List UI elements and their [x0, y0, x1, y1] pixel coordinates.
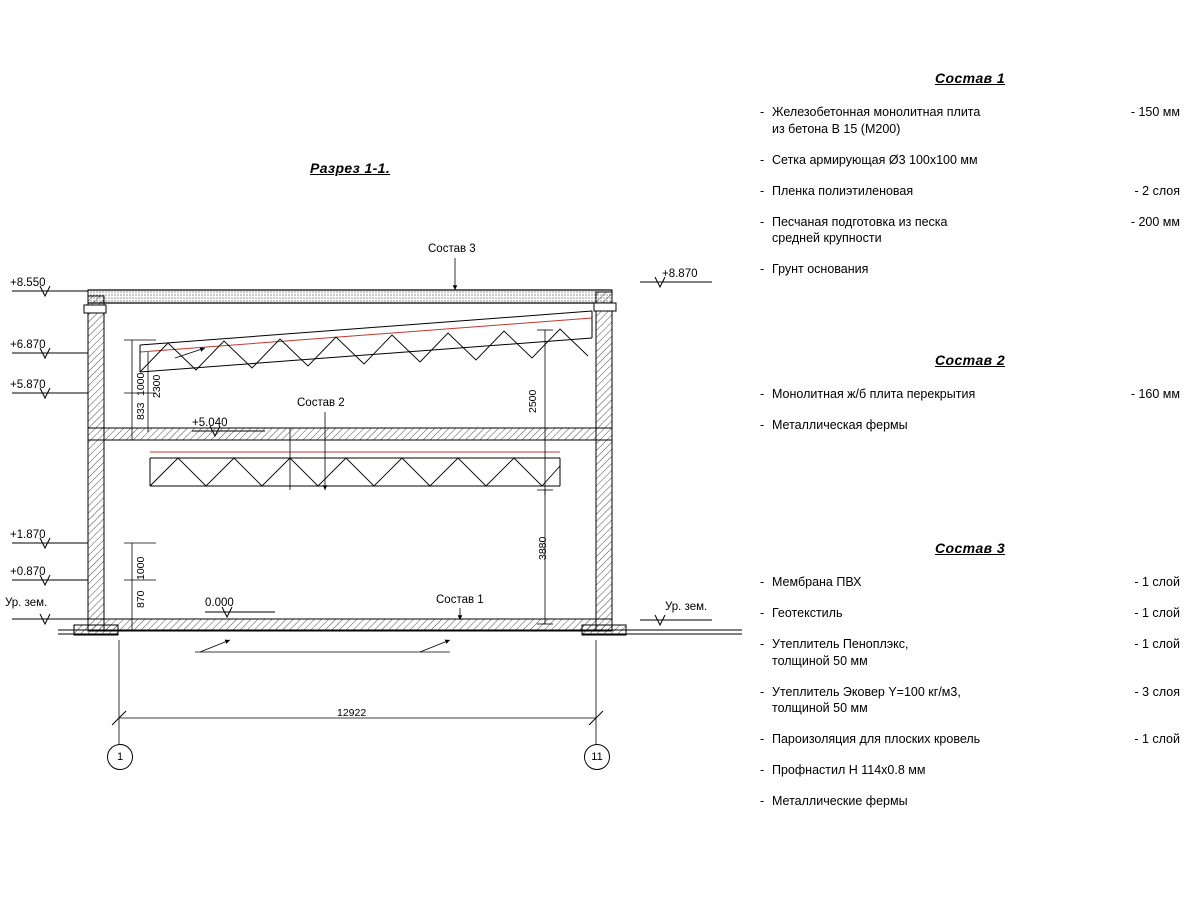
spec-block-2 — [760, 352, 1180, 448]
spec-row — [760, 214, 1180, 248]
spec-row-text — [760, 793, 908, 810]
level-0870: +0.870 — [10, 566, 46, 578]
spec-row-text — [760, 605, 842, 622]
level-6870: +6.870 — [10, 339, 46, 351]
spec-row-text — [760, 762, 925, 779]
spec-row-text — [760, 183, 913, 200]
bullet-dash-icon: - — [760, 605, 765, 620]
spec-block-3 — [760, 540, 1180, 824]
spec-2-title: Состав 2 — [934, 352, 1005, 368]
building-outline — [58, 290, 742, 635]
spec-row-value: - 1 слой — [1134, 605, 1180, 620]
bullet-dash-icon: - — [760, 575, 765, 589]
ground-level-left: Ур. зем. — [5, 597, 48, 609]
spec-row-value: - 160 мм — [1130, 387, 1180, 401]
overall-dimension — [112, 640, 603, 735]
bullet-dash-icon: - — [760, 417, 765, 432]
bullet-dash-icon: - — [760, 105, 765, 119]
spec-block-1 — [760, 70, 1180, 292]
spec-row-value: - 150 мм — [1130, 105, 1180, 119]
callout-leaders — [175, 258, 460, 652]
level-0000: 0.000 — [205, 597, 234, 609]
spec-row — [760, 574, 1180, 591]
spec-row-label: Сетка армирующая Ø3 100х100 мм — [772, 152, 978, 167]
dim-span-total: 12922 — [337, 707, 367, 719]
spec-row-label: Пароизоляция для плоских кровель — [772, 732, 981, 747]
spec-row — [760, 152, 1180, 169]
bullet-dash-icon: - — [760, 152, 765, 167]
spec-row-text — [760, 731, 980, 748]
spec-row-text — [760, 152, 978, 169]
bullet-dash-icon: - — [760, 684, 765, 699]
spec-row-text — [760, 386, 975, 403]
spec-row — [760, 386, 1180, 403]
spec-row-value: - 1 слой — [1134, 575, 1180, 589]
spec-row-text — [760, 214, 948, 248]
spec-row-text — [760, 636, 909, 670]
level-8870: +8.870 — [662, 268, 698, 280]
spec-row-value: - 1 слой — [1134, 636, 1180, 651]
spec-row-label: Песчаная подготовка из песка средней крупности — [772, 214, 948, 246]
sostav-2-callout: Состав 2 — [297, 397, 345, 409]
bullet-dash-icon: - — [760, 732, 765, 747]
spec-row — [760, 684, 1180, 718]
sostav-1-callout: Состав 1 — [436, 594, 484, 606]
bullet-dash-icon: - — [760, 387, 765, 401]
bullet-dash-icon: - — [760, 636, 765, 651]
bullet-dash-icon: - — [760, 214, 765, 229]
axis-mark-1: 1 — [107, 744, 133, 770]
spec-row-text — [760, 574, 861, 591]
spec-row-text — [760, 417, 908, 434]
spec-row-text — [760, 261, 868, 278]
spec-row — [760, 104, 1180, 138]
bullet-dash-icon: - — [760, 183, 765, 198]
spec-row-label: Грунт основания — [772, 262, 869, 277]
spec-row — [760, 731, 1180, 748]
dim-2300: 2300 — [151, 374, 163, 398]
spec-row-label: Мембрана ПВХ — [772, 575, 862, 589]
spec-row-label: Металлическая фермы — [772, 417, 908, 432]
level-5040: +5.040 — [192, 417, 228, 429]
spec-row — [760, 636, 1180, 670]
spec-row-label: Геотекстиль — [772, 605, 843, 620]
spec-row — [760, 793, 1180, 810]
bullet-dash-icon: - — [760, 763, 765, 778]
level-8550: +8.550 — [10, 277, 46, 289]
dim-1000-lower: 1000 — [135, 556, 147, 580]
axis-stems — [119, 735, 596, 744]
spec-row-label: Утеплитель Пеноплэкс, толщиной 50 мм — [772, 636, 909, 668]
dim-833: 833 — [135, 402, 147, 420]
spec-row-label: Железобетонная монолитная плита из бетона В 15 (М200) — [772, 105, 981, 136]
spec-1-title: Состав 1 — [934, 70, 1005, 86]
dimension-lines — [124, 330, 553, 631]
level-5870: +5.870 — [10, 379, 46, 391]
bullet-dash-icon: - — [760, 262, 765, 277]
spec-row — [760, 261, 1180, 278]
spec-row-label: Профнастил Н 114х0.8 мм — [772, 763, 926, 778]
spec-row — [760, 605, 1180, 622]
level-1870: +1.870 — [10, 529, 46, 541]
spec-row-label: Металлические фермы — [772, 794, 908, 808]
ground-level-right: Ур. зем. — [665, 601, 708, 613]
bullet-dash-icon: - — [760, 794, 765, 808]
axis-mark-11: 11 — [584, 744, 610, 770]
spec-row-label: Пленка полиэтиленовая — [772, 183, 914, 198]
dim-3880: 3880 — [537, 536, 549, 560]
spec-row-value: - 200 мм — [1130, 214, 1180, 229]
spec-3-title: Состав 3 — [934, 540, 1005, 556]
spec-row — [760, 762, 1180, 779]
dim-2500: 2500 — [527, 389, 539, 413]
spec-row-value: - 3 слоя — [1134, 684, 1180, 699]
spec-row — [760, 417, 1180, 434]
spec-row-label: Утеплитель Эковер Y=100 кг/м3, толщиной 50 мм — [772, 684, 961, 716]
page-title: Разрез 1-1. — [310, 160, 391, 176]
spec-row-value: - 2 слоя — [1134, 183, 1180, 198]
spec-row-text — [760, 104, 980, 138]
spec-row-value: - 1 слой — [1134, 732, 1180, 747]
sostav-3-callout: Состав 3 — [428, 243, 476, 255]
spec-row-label: Монолитная ж/б плита перекрытия — [772, 387, 976, 401]
spec-row — [760, 183, 1180, 200]
spec-row-text — [760, 684, 961, 718]
dim-870: 870 — [135, 590, 147, 608]
dim-1000-upper: 1000 — [135, 372, 147, 396]
